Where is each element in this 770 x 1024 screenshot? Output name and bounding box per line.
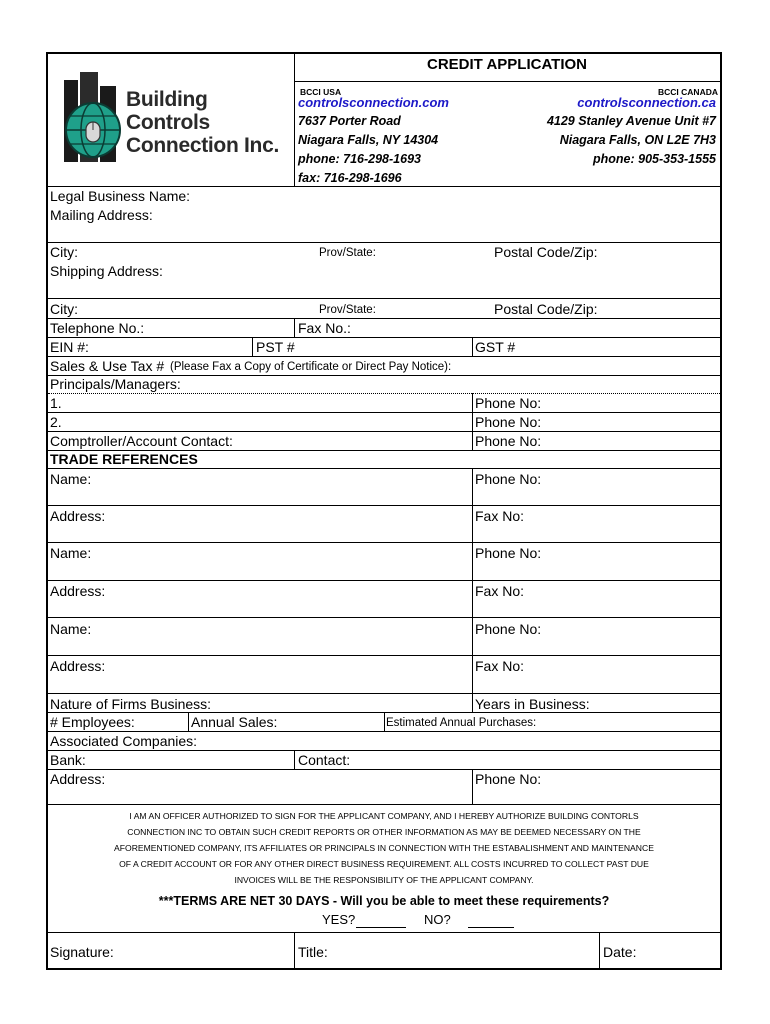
usa-street: 7637 Porter Road (298, 114, 401, 128)
years-business-input[interactable] (594, 696, 714, 712)
principals-input[interactable] (184, 376, 714, 392)
ref1-name-label: Name: (50, 471, 92, 487)
canada-street: 4129 Stanley Avenue Unit #7 (546, 114, 716, 128)
shipping-city-input[interactable] (88, 301, 312, 317)
bank-address-input[interactable] (110, 771, 466, 787)
sales-tax-label: Sales & Use Tax # (50, 358, 165, 374)
ref2-address-input[interactable] (110, 583, 466, 599)
canada-label: BCCI CANADA (658, 87, 718, 97)
ref2-name-input[interactable] (94, 545, 466, 561)
authorization-line-1: I AM AN OFFICER AUTHORIZED TO SIGN FOR THE APPLICANT COMPANY, AND I HEREBY AUTHORIZE BUILDING CONTORLS (129, 811, 639, 821)
principal-1-phone-input[interactable] (544, 395, 714, 411)
ref3-fax-input[interactable] (532, 658, 714, 674)
gst-input[interactable] (518, 339, 714, 355)
logo-line-3: Connection Inc. (126, 134, 280, 157)
ref3-fax-label: Fax No: (475, 658, 525, 674)
authorization-line-4: OF A CREDIT ACCOUNT OR FOR ANY OTHER DIRECT BUSINESS REQUIREMENT. ALL COSTS INCURRED TO COLLECT PAST DUE (119, 859, 649, 869)
comptroller-input[interactable] (238, 433, 466, 449)
bank-label: Bank: (50, 752, 86, 768)
mailing-address-input[interactable] (158, 207, 714, 223)
comptroller-phone-label: Phone No: (475, 433, 542, 449)
ref1-address-label: Address: (50, 508, 106, 524)
authorization-line-2: CONNECTION INC TO OBTAIN SUCH CREDIT REPORTS OR OTHER INFORMATION AS MAY BE DEEMED NECESSARY ON THE (127, 827, 641, 837)
signature-label: Signature: (50, 944, 114, 960)
shipping-address-label: Shipping Address: (50, 263, 163, 279)
principal-2-phone-label: Phone No: (475, 414, 542, 430)
sales-tax-note: (Please Fax a Copy of Certificate or Direct Pay Notice): (170, 361, 452, 373)
shipping-prov-label: Prov/State: (319, 304, 376, 316)
no-label: NO? (424, 912, 451, 927)
pst-input[interactable] (304, 339, 468, 355)
ref3-name-label: Name: (50, 621, 92, 637)
terms-question: ***TERMS ARE NET 30 DAYS - Will you be able to meet these requirements? (158, 894, 610, 908)
ein-input[interactable] (94, 339, 248, 355)
nature-business-label: Nature of Firms Business: (50, 696, 212, 712)
bank-contact-label: Contact: (298, 752, 351, 768)
shipping-prov-input[interactable] (384, 301, 488, 317)
mailing-address-line2-input[interactable] (54, 226, 714, 242)
sales-tax-input[interactable] (450, 358, 714, 374)
principal-1-input[interactable] (66, 395, 466, 411)
usa-label: BCCI USA (300, 87, 342, 97)
credit-application-form (46, 52, 722, 970)
page-title: CREDIT APPLICATION (427, 56, 587, 73)
title-label: Title: (298, 944, 328, 960)
prov-state-label: Prov/State: (319, 247, 376, 259)
ref2-fax-input[interactable] (532, 583, 714, 599)
ref2-address-label: Address: (50, 583, 106, 599)
authorization-line-3: AFOREMENTIONED COMPANY, ITS AFFILIATES OR PRINCIPALS IN CONNECTION WITH THE ESTABALISHMENT AND MAINTENANCE (114, 843, 654, 853)
ref3-phone-input[interactable] (544, 621, 714, 637)
ref1-fax-input[interactable] (532, 508, 714, 524)
shipping-city-label: City: (50, 301, 78, 317)
gst-label: GST # (475, 339, 516, 355)
canada-city: Niagara Falls, ON L2E 7H3 (559, 133, 716, 147)
shipping-address-input[interactable] (166, 263, 714, 279)
legal-name-label: Legal Business Name: (50, 188, 191, 204)
years-business-label: Years in Business: (475, 696, 590, 712)
pst-label: PST # (256, 339, 295, 355)
telephone-input[interactable] (150, 320, 290, 336)
ref3-name-input[interactable] (94, 621, 466, 637)
telephone-label: Telephone No.: (50, 320, 145, 336)
principal-2-input[interactable] (66, 414, 466, 430)
ref1-address-input[interactable] (110, 508, 466, 524)
ref1-phone-label: Phone No: (475, 471, 542, 487)
associated-companies-label: Associated Companies: (50, 733, 198, 749)
principal-1-label: 1. (50, 395, 62, 411)
bank-input[interactable] (90, 752, 290, 768)
bank-address-line2-input[interactable] (54, 787, 466, 803)
comptroller-label: Comptroller/Account Contact: (50, 433, 233, 449)
nature-business-input[interactable] (214, 696, 466, 712)
title-input[interactable] (338, 944, 594, 960)
ref1-phone-input[interactable] (544, 471, 714, 487)
ref2-fax-label: Fax No: (475, 583, 525, 599)
city-input[interactable] (88, 244, 312, 260)
shipping-postal-label: Postal Code/Zip: (494, 301, 598, 317)
postal-code-input[interactable] (604, 244, 714, 260)
ref2-name-label: Name: (50, 545, 92, 561)
ein-label: EIN #: (50, 339, 89, 355)
bank-phone-label: Phone No: (475, 771, 542, 787)
bank-contact-input[interactable] (354, 752, 714, 768)
yes-answer-input[interactable] (356, 911, 406, 928)
logo-line-2: Controls (126, 111, 210, 134)
company-logo (60, 70, 280, 166)
no-answer-input[interactable] (468, 911, 514, 928)
usa-website-link[interactable]: controlsconnection.com (298, 95, 449, 110)
usa-fax: fax: 716-298-1696 (298, 171, 402, 185)
usa-phone: phone: 716-298-1693 (298, 152, 421, 166)
principal-2-phone-input[interactable] (544, 414, 714, 430)
annual-sales-label: Annual Sales: (191, 714, 278, 730)
associated-companies-input[interactable] (198, 733, 714, 749)
ref1-name-input[interactable] (94, 471, 466, 487)
principal-1-phone-label: Phone No: (475, 395, 542, 411)
canada-website-link[interactable]: controlsconnection.ca (577, 95, 716, 110)
bank-address-label: Address: (50, 771, 106, 787)
bank-phone-input[interactable] (544, 771, 714, 787)
principals-label: Principals/Managers: (50, 376, 181, 392)
date-label: Date: (603, 944, 637, 960)
title-underline (294, 81, 720, 82)
est-purchases-label: Estimated Annual Purchases: (386, 717, 537, 729)
comptroller-phone-input[interactable] (544, 433, 714, 449)
prov-state-input[interactable] (384, 244, 488, 260)
postal-code-label: Postal Code/Zip: (494, 244, 598, 260)
canada-phone: phone: 905-353-1555 (593, 152, 716, 166)
ref2-phone-input[interactable] (544, 545, 714, 561)
mailing-address-label: Mailing Address: (50, 207, 153, 223)
header-divider (294, 54, 295, 186)
principal-2-label: 2. (50, 414, 62, 430)
date-input[interactable] (642, 944, 714, 960)
ref3-phone-label: Phone No: (475, 621, 542, 637)
header-bottom-rule (48, 186, 720, 187)
ref2-phone-label: Phone No: (475, 545, 542, 561)
employees-label: # Employees: (50, 714, 135, 730)
ref3-address-label: Address: (50, 658, 106, 674)
yes-label: YES? (322, 912, 356, 927)
ref3-address-input[interactable] (110, 658, 466, 674)
ref1-fax-label: Fax No: (475, 508, 525, 524)
employees-input[interactable] (140, 714, 186, 730)
fax-label: Fax No.: (298, 320, 351, 336)
authorization-line-5: INVOICES WILL BE THE RESPONSIBILITY OF THE APPLICANT COMPANY. (234, 875, 534, 885)
est-purchases-input[interactable] (554, 714, 714, 730)
shipping-address-line2-input[interactable] (54, 282, 714, 298)
shipping-postal-input[interactable] (604, 301, 714, 317)
signature-input[interactable] (120, 944, 290, 960)
trade-references-heading: TRADE REFERENCES (50, 451, 198, 467)
logo-line-1: Building (126, 88, 208, 111)
legal-name-input[interactable] (194, 188, 714, 204)
annual-sales-input[interactable] (280, 714, 380, 730)
globe-buildings-mouse-icon (60, 70, 126, 166)
city-label: City: (50, 244, 78, 260)
fax-input[interactable] (358, 320, 714, 336)
usa-city: Niagara Falls, NY 14304 (298, 133, 439, 147)
